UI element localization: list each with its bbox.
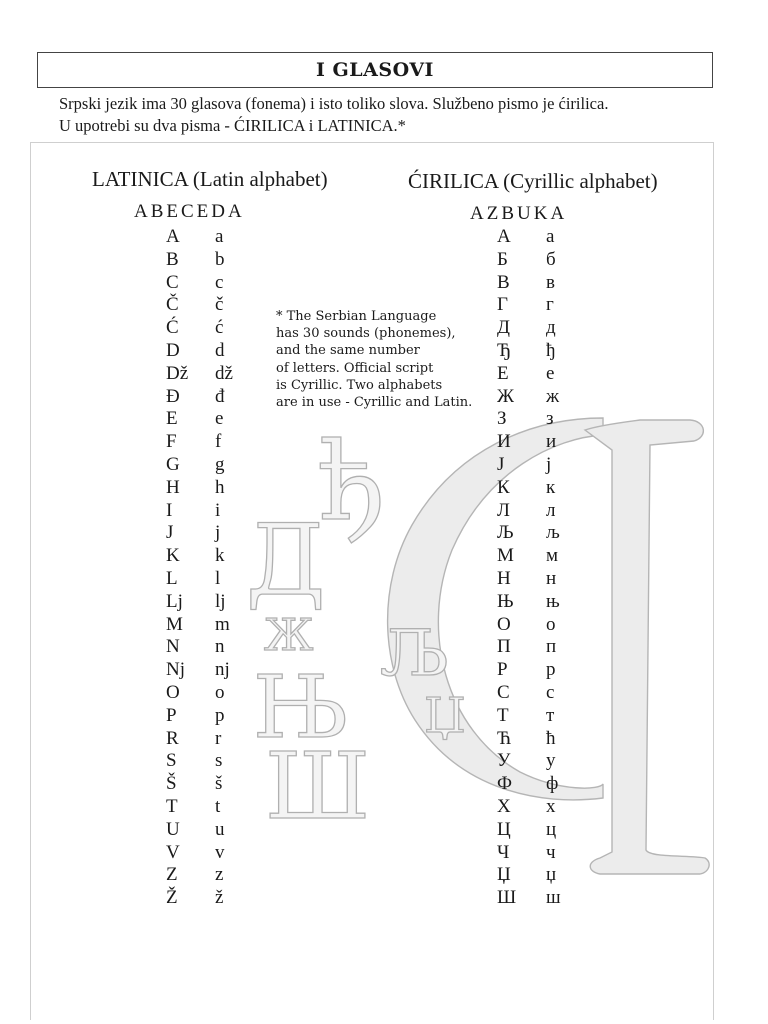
lowercase-letter: д xyxy=(546,317,556,339)
uppercase-letter: З xyxy=(497,408,507,430)
uppercase-letter: Х xyxy=(497,795,511,817)
lowercase-letter: џ xyxy=(546,864,557,886)
lowercase-letter: в xyxy=(546,271,555,293)
uppercase-letter: Ш xyxy=(497,887,517,909)
lowercase-letter: ш xyxy=(546,887,561,909)
uppercase-letter: Č xyxy=(166,294,179,316)
lowercase-letter: n xyxy=(215,636,225,658)
lowercase-letter: р xyxy=(546,659,556,681)
latin-letter-row xyxy=(166,864,256,887)
lowercase-letter: i xyxy=(215,499,221,521)
lowercase-letter: ć xyxy=(215,317,224,339)
latin-letter-row xyxy=(166,386,256,409)
latin-letter-row xyxy=(166,431,256,454)
latin-letter-row xyxy=(166,819,256,842)
latin-letter-row xyxy=(166,682,256,705)
lowercase-letter: o xyxy=(215,681,225,703)
decor-glyph-sha: Ш xyxy=(265,733,370,840)
cyrillic-letter-row xyxy=(497,568,587,591)
lowercase-letter: h xyxy=(215,476,225,498)
uppercase-letter: S xyxy=(166,750,177,772)
latin-letter-row xyxy=(166,773,256,796)
lowercase-letter: п xyxy=(546,636,557,658)
uppercase-letter: Dž xyxy=(166,362,189,384)
cyrillic-letter-row xyxy=(497,408,587,431)
uppercase-letter: Ж xyxy=(497,385,515,407)
uppercase-letter: Л xyxy=(497,499,510,521)
uppercase-letter: U xyxy=(166,818,180,840)
cyrillic-letter-row xyxy=(497,272,587,295)
lowercase-letter: dž xyxy=(215,362,233,384)
decor-glyph-lje: Љ xyxy=(380,617,450,691)
uppercase-letter: Е xyxy=(497,362,509,384)
uppercase-letter: E xyxy=(166,408,178,430)
uppercase-letter: Ј xyxy=(497,453,505,475)
uppercase-letter: A xyxy=(166,226,180,247)
uppercase-letter: О xyxy=(497,613,511,635)
lowercase-letter: m xyxy=(215,613,230,635)
uppercase-letter: Ч xyxy=(497,841,510,863)
lowercase-letter: к xyxy=(546,476,556,498)
uppercase-letter: У xyxy=(497,750,511,772)
uppercase-letter: П xyxy=(497,636,511,658)
decor-glyph-de: Д xyxy=(246,504,326,618)
big-letter-stem-ornament xyxy=(585,420,709,874)
uppercase-letter: Ћ xyxy=(497,727,512,749)
footnote-line: * The Serbian Language xyxy=(276,309,437,324)
latin-letter-row xyxy=(166,750,256,773)
uppercase-letter: Љ xyxy=(497,522,514,544)
latin-letter-row xyxy=(166,705,256,728)
lowercase-letter: d xyxy=(215,339,225,361)
latin-letter-row xyxy=(166,272,256,295)
uppercase-letter: O xyxy=(166,681,180,703)
lowercase-letter: f xyxy=(215,431,222,453)
cyrillic-subheading: AZBUKA xyxy=(470,203,568,224)
latin-letter-list xyxy=(166,226,256,910)
cyrillic-heading: ĆIRILICA (Cyrillic alphabet) xyxy=(408,169,658,193)
lowercase-letter: з xyxy=(546,408,554,430)
latin-letter-row xyxy=(166,477,256,500)
latin-letter-row xyxy=(166,454,256,477)
uppercase-letter: I xyxy=(166,499,173,521)
lowercase-letter: ђ xyxy=(546,339,556,361)
uppercase-letter: Д xyxy=(497,317,510,339)
page-title: I GLASOVI xyxy=(316,59,434,81)
uppercase-letter: Š xyxy=(166,773,177,795)
cyrillic-letter-row xyxy=(497,636,587,659)
lowercase-letter: t xyxy=(215,795,221,817)
lowercase-letter: k xyxy=(215,545,225,567)
cyrillic-letter-row xyxy=(497,386,587,409)
cyrillic-letter-row xyxy=(497,363,587,386)
uppercase-letter: Т xyxy=(497,704,509,726)
cyrillic-letter-row xyxy=(497,750,587,773)
lowercase-letter: а xyxy=(546,226,555,247)
lowercase-letter: u xyxy=(215,818,225,840)
cyrillic-letter-row xyxy=(497,887,587,910)
cyrillic-letter-row xyxy=(497,431,587,454)
footnote-line: is Cyrillic. Two alphabets xyxy=(276,377,443,393)
latin-letter-row xyxy=(166,887,256,910)
lowercase-letter: lj xyxy=(215,590,226,612)
cyrillic-letter-row xyxy=(497,659,587,682)
uppercase-letter: Б xyxy=(497,248,508,270)
footnote xyxy=(276,308,496,411)
cyrillic-letter-row xyxy=(497,819,587,842)
footnote-line: and the same number xyxy=(276,343,420,359)
uppercase-letter: M xyxy=(166,613,183,635)
decor-glyph-dje: ђ xyxy=(318,420,386,545)
uppercase-letter: Ć xyxy=(166,317,179,339)
cyrillic-letter-row xyxy=(497,340,587,363)
cyrillic-letter-row xyxy=(497,522,587,545)
latin-letter-row xyxy=(166,842,256,865)
cyrillic-letter-row xyxy=(497,705,587,728)
cyrillic-letter-row xyxy=(497,294,587,317)
lowercase-letter: r xyxy=(215,727,222,749)
latin-letter-row xyxy=(166,226,256,249)
uppercase-letter: B xyxy=(166,248,179,270)
cyrillic-letter-row xyxy=(497,545,587,568)
lowercase-letter: х xyxy=(546,795,556,817)
lowercase-letter: г xyxy=(546,294,554,316)
lowercase-letter: ф xyxy=(546,773,559,795)
cyrillic-letter-row xyxy=(497,842,587,865)
cyrillic-letter-row xyxy=(497,317,587,340)
lowercase-letter: у xyxy=(546,750,556,772)
cyrillic-letter-row xyxy=(497,614,587,637)
uppercase-letter: Ф xyxy=(497,773,513,795)
uppercase-letter: К xyxy=(497,476,510,498)
lowercase-letter: j xyxy=(215,522,221,544)
latin-letter-row xyxy=(166,408,256,431)
latin-letter-row xyxy=(166,522,256,545)
latin-letter-row xyxy=(166,568,256,591)
latin-letter-row xyxy=(166,636,256,659)
lowercase-letter: њ xyxy=(546,590,560,612)
uppercase-letter: Ђ xyxy=(497,339,512,361)
decor-glyph-zhe: Ж xyxy=(264,610,314,661)
uppercase-letter: Џ xyxy=(497,864,511,886)
lowercase-letter: и xyxy=(546,431,557,453)
cyrillic-letter-row xyxy=(497,728,587,751)
uppercase-letter: Р xyxy=(497,659,508,681)
uppercase-letter: C xyxy=(166,271,179,293)
uppercase-letter: Н xyxy=(497,567,511,589)
lowercase-letter: л xyxy=(546,499,556,521)
uppercase-letter: L xyxy=(166,567,178,589)
lowercase-letter: с xyxy=(546,681,555,703)
lowercase-letter: a xyxy=(215,226,224,247)
uppercase-letter: H xyxy=(166,476,180,498)
lowercase-letter: s xyxy=(215,750,223,772)
latin-letter-row xyxy=(166,340,256,363)
uppercase-letter: D xyxy=(166,339,180,361)
latin-letter-row xyxy=(166,659,256,682)
decor-glyph-nje: Њ xyxy=(253,658,350,758)
uppercase-letter: K xyxy=(166,545,180,567)
intro-line-2: U upotrebi su dva pisma - ĆIRILICA i LATINICA.* xyxy=(59,116,406,135)
lowercase-letter: н xyxy=(546,567,557,589)
uppercase-letter: С xyxy=(497,681,510,703)
uppercase-letter: V xyxy=(166,841,180,863)
latin-letter-row xyxy=(166,591,256,614)
lowercase-letter: nj xyxy=(215,659,230,681)
latin-heading: LATINICA (Latin alphabet) xyxy=(92,167,328,191)
footnote-line: of letters. Official script xyxy=(276,360,434,376)
uppercase-letter: N xyxy=(166,636,180,658)
uppercase-letter: А xyxy=(497,226,511,247)
uppercase-letter: Đ xyxy=(166,385,180,407)
lowercase-letter: м xyxy=(546,545,559,567)
uppercase-letter: P xyxy=(166,704,177,726)
latin-letter-row xyxy=(166,796,256,819)
uppercase-letter: Ц xyxy=(497,818,511,840)
cyrillic-letter-row xyxy=(497,500,587,523)
lowercase-letter: g xyxy=(215,453,225,475)
lowercase-letter: đ xyxy=(215,385,225,407)
uppercase-letter: Г xyxy=(497,294,508,316)
lowercase-letter: e xyxy=(215,408,224,430)
uppercase-letter: F xyxy=(166,431,177,453)
lowercase-letter: б xyxy=(546,248,556,270)
latin-letter-row xyxy=(166,728,256,751)
uppercase-letter: R xyxy=(166,727,179,749)
latin-letter-row xyxy=(166,317,256,340)
uppercase-letter: G xyxy=(166,453,180,475)
decor-glyph-dzhe: Џ xyxy=(424,688,466,744)
footnote-line: has 30 sounds (phonemes), xyxy=(276,326,456,342)
lowercase-letter: ž xyxy=(215,887,224,909)
latin-letter-row xyxy=(166,614,256,637)
uppercase-letter: Z xyxy=(166,864,178,886)
lowercase-letter: š xyxy=(215,773,223,795)
uppercase-letter: М xyxy=(497,545,514,567)
lowercase-letter: о xyxy=(546,613,556,635)
lowercase-letter: љ xyxy=(546,522,560,544)
latin-subheading: ABECEDA xyxy=(134,201,245,222)
lowercase-letter: b xyxy=(215,248,225,270)
uppercase-letter: И xyxy=(497,431,511,453)
latin-letter-row xyxy=(166,545,256,568)
latin-letter-row xyxy=(166,249,256,272)
lowercase-letter: ж xyxy=(546,385,560,407)
latin-letter-row xyxy=(166,294,256,317)
lowercase-letter: ћ xyxy=(546,727,556,749)
cyrillic-letter-row xyxy=(497,773,587,796)
uppercase-letter: T xyxy=(166,795,178,817)
uppercase-letter: Nj xyxy=(166,659,185,681)
cyrillic-letter-row xyxy=(497,682,587,705)
lowercase-letter: l xyxy=(215,567,221,589)
lowercase-letter: v xyxy=(215,841,225,863)
cyrillic-letter-row xyxy=(497,796,587,819)
cyrillic-letter-row xyxy=(497,591,587,614)
cyrillic-letter-row xyxy=(497,226,587,249)
lowercase-letter: е xyxy=(546,362,555,384)
cyrillic-letter-row xyxy=(497,249,587,272)
lowercase-letter: z xyxy=(215,864,224,886)
intro-line-1: Srpski jezik ima 30 glasova (fonema) i isto toliko slova. Službeno pismo je ćirilica. xyxy=(59,94,609,113)
cyrillic-letter-list xyxy=(497,226,587,910)
uppercase-letter: J xyxy=(166,522,174,544)
lowercase-letter: č xyxy=(215,294,224,316)
lowercase-letter: c xyxy=(215,271,224,293)
latin-letter-row xyxy=(166,500,256,523)
uppercase-letter: Ž xyxy=(166,887,178,909)
cyrillic-letter-row xyxy=(497,454,587,477)
lowercase-letter: p xyxy=(215,704,225,726)
lowercase-letter: ј xyxy=(546,453,552,475)
cyrillic-letter-row xyxy=(497,864,587,887)
footnote-line: are in use - Cyrillic and Latin. xyxy=(276,395,473,411)
lowercase-letter: т xyxy=(546,704,555,726)
cyrillic-letter-row xyxy=(497,477,587,500)
uppercase-letter: В xyxy=(497,271,510,293)
uppercase-letter: Њ xyxy=(497,590,514,612)
lowercase-letter: ц xyxy=(546,818,557,840)
lowercase-letter: ч xyxy=(546,841,556,863)
uppercase-letter: Lj xyxy=(166,590,183,612)
latin-letter-row xyxy=(166,363,256,386)
